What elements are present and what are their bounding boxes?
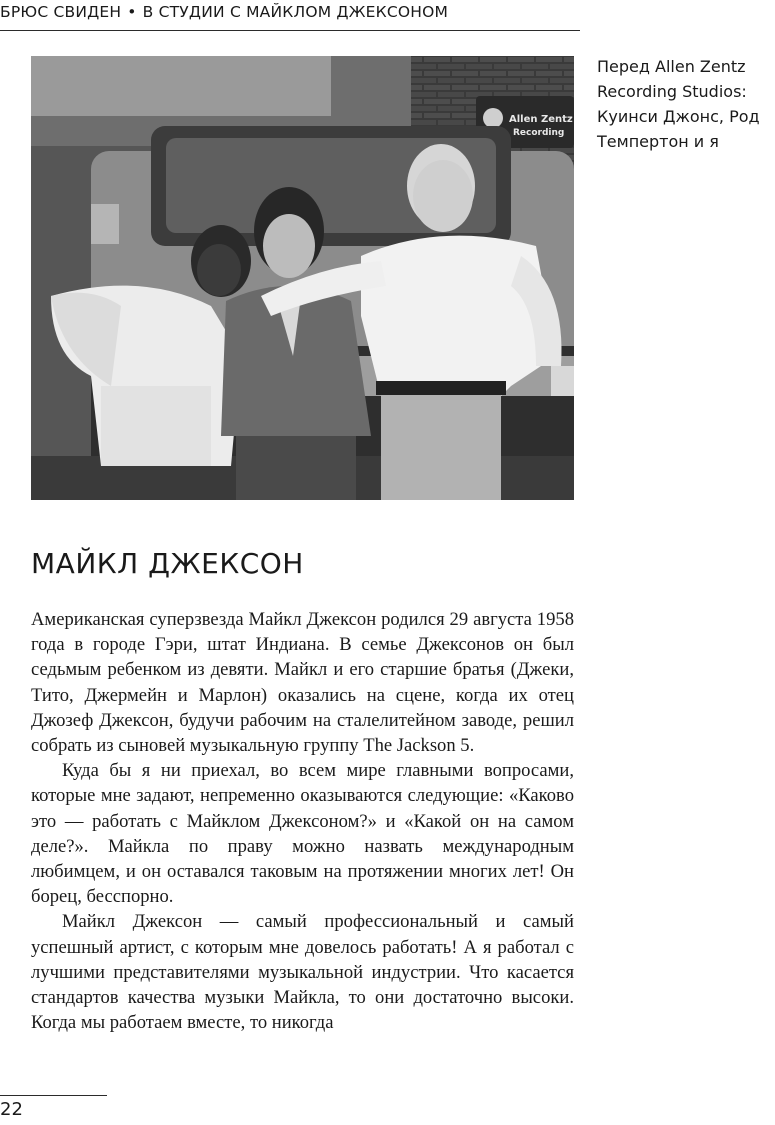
running-head-book-title: В СТУДИИ С МАЙКЛОМ ДЖЕКСОНОМ [142, 3, 449, 21]
running-head-author: БРЮС СВИДЕН [0, 3, 122, 21]
sign-brand-line2: Recording [513, 128, 565, 138]
body-text [31, 607, 574, 1035]
photo-caption: Перед Allen Zentz Recording Studios: Куинси Джонс, Род Темпертон и я [597, 57, 760, 151]
photo-illustration [31, 56, 574, 500]
section-title: МАЙКЛ ДЖЕКСОН [31, 547, 304, 580]
paragraph-3: Майкл Джексон — самый профессиональный и самый успешный артист, с которым мне довелось работать! А я работал с лучшими представителями музыкальной индустрии. Что касается стандартов качества музыки Майкла, то они достаточно высоки. Когда мы работаем вместе, то никогда [31, 911, 574, 1034]
page-number: 22 [0, 1099, 23, 1120]
sign-brand-line1: Allen Zentz [509, 114, 573, 125]
running-head-separator: • [127, 3, 137, 21]
photo [31, 56, 574, 500]
running-head [0, 0, 580, 31]
footer-rule [0, 1095, 107, 1096]
paragraph-1: Американская суперзвезда Майкл Джексон родился 29 августа 1958 года в городе Гэри, штат Индиана. В семье Джексонов он был седьмым ребенком из девяти. Майкл и его старшие братья (Джеки, Тито, Джермейн и Марлон) оказались на сцене, когда их отец Джозеф Джексон, будучи рабочим на сталелитейном заводе, решил собрать из сыновей музыкальную группу The Jackson 5. [31, 609, 574, 757]
paragraph-2: Куда бы я ни приехал, во всем мире главными вопросами, которые мне задают, непременно оказываются следующие: «Каково это — работать с Майклом Джексоном?» и «Какой он на самом деле?». Майкла по праву можно назвать международным любимцем, и он оставался таковым на протяжении многих лет! Он борец, бесспорно. [31, 760, 574, 908]
